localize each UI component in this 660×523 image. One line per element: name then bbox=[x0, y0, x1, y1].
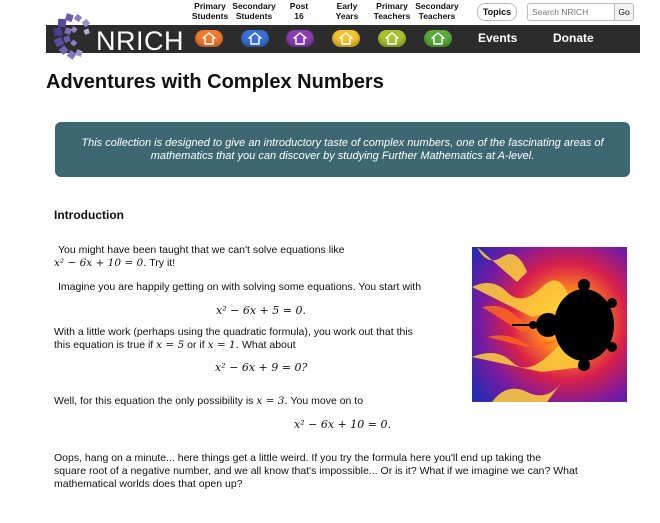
house-icon bbox=[248, 32, 262, 45]
solution-x1: x = 1. bbox=[207, 339, 240, 351]
stage-button-orange[interactable] bbox=[195, 30, 223, 47]
solution-x3: x = 3. bbox=[256, 395, 288, 407]
paragraph-1-line1: You might have been taught that we can't solve equations like bbox=[58, 244, 345, 256]
paragraph-2: Imagine you are happily getting on with solving some equations. You start with bbox=[58, 281, 422, 293]
solution-x5: x = 5 bbox=[156, 339, 185, 351]
nav-secondary-students[interactable] bbox=[231, 2, 277, 21]
house-icon bbox=[431, 32, 445, 45]
equation-2: x² − 6x + 9 = 0? bbox=[215, 361, 308, 374]
p3-what-about: What about bbox=[241, 339, 296, 351]
nav-label-line2: Students bbox=[235, 10, 273, 21]
stage-button-purple[interactable] bbox=[286, 30, 314, 47]
nav-primary-students[interactable] bbox=[191, 2, 229, 21]
nav-label-line1: Post bbox=[289, 1, 309, 11]
stage-button-yellow[interactable] bbox=[332, 30, 360, 47]
house-icon bbox=[202, 32, 216, 45]
p4-move-on: You move on to bbox=[290, 395, 364, 407]
paragraph-5-line2: square root of a negative number, and we all know that's impossible... Or is it? What if we imagine we can? What bbox=[54, 465, 578, 477]
paragraph-4 bbox=[54, 395, 363, 408]
events-link[interactable]: Events bbox=[478, 31, 518, 45]
nav-label-line2: Teachers bbox=[373, 10, 411, 21]
equation-3: x² − 6x + 10 = 0. bbox=[294, 418, 391, 431]
nav-secondary-teachers[interactable] bbox=[414, 2, 460, 21]
nav-early-years[interactable] bbox=[333, 2, 361, 21]
nav-label-line1: Primary bbox=[376, 1, 408, 11]
banner-text: This collection is designed to give an introductory taste of complex numbers, one of the fascinating areas of mathematics that you can discover by studying Further Mathematics at A-level. bbox=[81, 136, 604, 162]
nav-post-16[interactable] bbox=[286, 2, 312, 21]
p4-text: Well, for this equation the only possibility is bbox=[54, 395, 254, 407]
nav-label-line2: 16 bbox=[294, 10, 304, 21]
paragraph-3-line2 bbox=[54, 339, 296, 352]
stage-button-lime[interactable] bbox=[378, 30, 406, 47]
introduction-heading: Introduction bbox=[54, 208, 124, 222]
collection-banner bbox=[55, 122, 630, 177]
paragraph-3-line1: With a little work (perhaps using the quadratic formula), you work out that this bbox=[54, 326, 413, 338]
page-title: Adventures with Complex Numbers bbox=[46, 71, 384, 93]
nav-label-line2: Teachers bbox=[418, 10, 456, 21]
topics-button[interactable]: Topics bbox=[477, 3, 517, 21]
equation-inline: x² − 6x + 10 = 0. bbox=[54, 257, 147, 269]
p3-or: or if bbox=[187, 339, 205, 351]
nav-label-line2: Students bbox=[191, 10, 229, 21]
top-navigation bbox=[0, 0, 660, 26]
nav-label-line1: Secondary bbox=[415, 1, 459, 11]
house-icon bbox=[339, 32, 353, 45]
search-input[interactable] bbox=[527, 3, 623, 21]
stage-button-blue[interactable] bbox=[241, 30, 269, 47]
paragraph-5-line1: Oops, hang on a minute... here things get a little weird. If you try the formula here you'll end up taking the bbox=[54, 452, 542, 464]
nav-primary-teachers[interactable] bbox=[372, 2, 412, 21]
p3-text: this equation is true if bbox=[54, 339, 154, 351]
paragraph-1-line2 bbox=[54, 257, 175, 270]
nrich-logo-text[interactable]: NRICH bbox=[96, 26, 184, 56]
donate-link[interactable]: Donate bbox=[553, 31, 594, 45]
paragraph-5-line3: mathematical worlds does that open up? bbox=[54, 478, 243, 490]
nav-label-line1: Early bbox=[336, 1, 358, 11]
house-icon bbox=[293, 32, 307, 45]
house-icon bbox=[385, 32, 399, 45]
equation-1: x² − 6x + 5 = 0. bbox=[216, 304, 306, 317]
nav-label-line2: Years bbox=[335, 10, 359, 21]
search-go-button[interactable]: Go bbox=[614, 3, 634, 21]
nrich-logo-icon[interactable] bbox=[52, 12, 94, 68]
stage-button-green[interactable] bbox=[424, 30, 452, 47]
nav-label-line1: Secondary bbox=[232, 1, 276, 11]
try-it-text: Try it! bbox=[149, 257, 176, 269]
mandelbrot-fractal-image bbox=[472, 247, 627, 402]
nav-label-line1: Primary bbox=[194, 1, 226, 11]
